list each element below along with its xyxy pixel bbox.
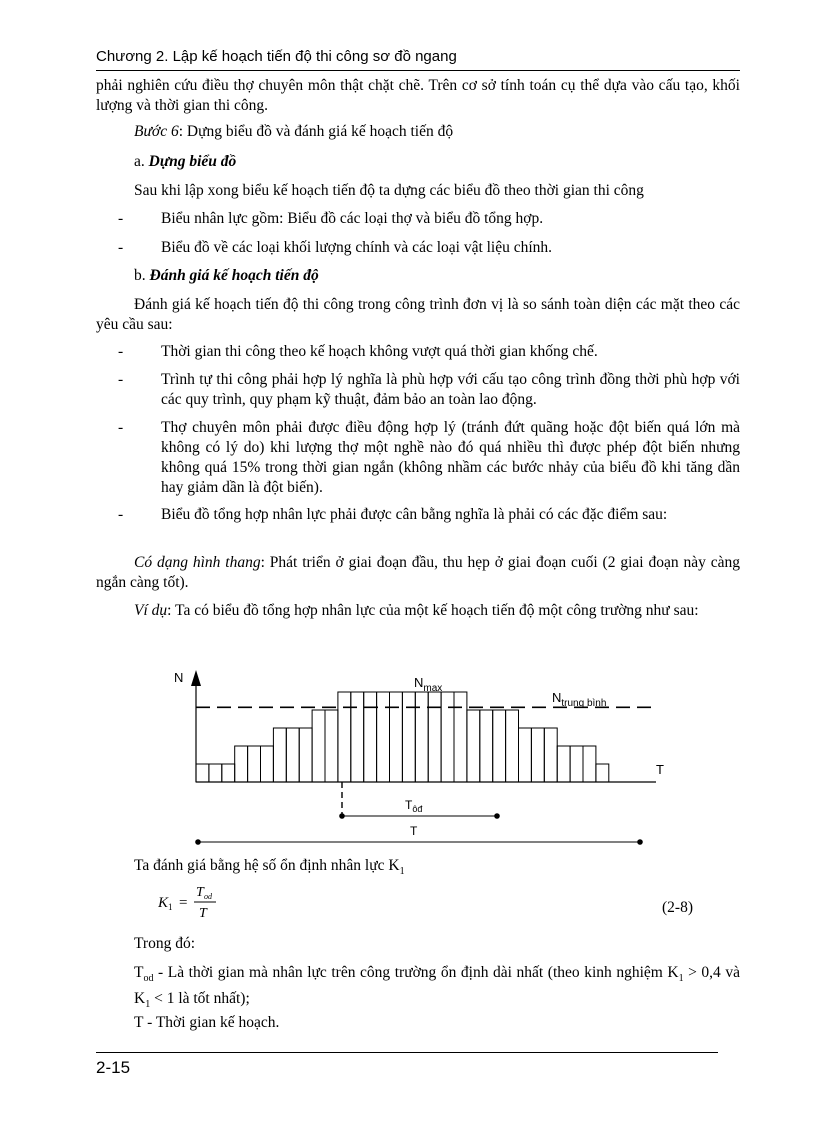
- histogram-bar: [325, 710, 338, 782]
- bullet-b1: [118, 342, 740, 362]
- formula-lhs-sub: 1: [168, 902, 173, 912]
- histogram-bar: [570, 746, 583, 782]
- histogram-bar: [377, 692, 390, 782]
- histogram-bar: [390, 692, 403, 782]
- histogram-bar: [415, 692, 428, 782]
- histogram-bar: [364, 692, 377, 782]
- histogram-bar: [273, 728, 286, 782]
- tod-start-dot-icon: [339, 813, 345, 819]
- navg-sub: trung bình: [561, 698, 607, 709]
- bullet-dash: -: [118, 419, 124, 436]
- tod-def-3: < 1 là tốt nhất);: [150, 990, 250, 1008]
- formula-lhs: K: [158, 895, 169, 911]
- histogram-bar: [544, 728, 557, 782]
- intro-paragraph: phải nghiên cứu điều thợ chuyên môn thật chặt chẽ. Trên cơ sở tính toán cụ thể dựa vào cấu tạo, khối lượng và thời gian thi công.: [96, 77, 740, 114]
- tod-def-2: > 0,4 và K: [134, 964, 740, 1008]
- trapezoid-text: : Phát triển ở giai đoạn đầu, thu hẹp ở giai đoạn cuối (2 giai đoạn này càng ngắn càng tốt).: [96, 554, 740, 591]
- page-number: 2-15: [96, 1058, 131, 1077]
- histogram-bar: [506, 710, 519, 782]
- t-definition: T - Thời gian kế hoạch.: [134, 1014, 280, 1031]
- nmax-main: N: [414, 675, 424, 690]
- nmax-label: [414, 675, 442, 694]
- section-a-title: Dựng biểu đồ: [148, 153, 237, 170]
- chapter-header: Chương 2. Lập kế hoạch tiến độ thi công sơ đồ ngang: [96, 48, 457, 65]
- histogram-bar: [235, 746, 248, 782]
- section-b-prefix: b.: [134, 267, 150, 284]
- example-paragraph: [96, 601, 740, 621]
- section-a-heading: [96, 152, 740, 172]
- tod-def-1: - Là thời gian mà nhân lực trên công trường ổn định dài nhất (theo kinh nghiệm K: [153, 964, 679, 981]
- section-b-title: Đánh giá kế hoạch tiến độ: [149, 267, 319, 284]
- eval-sub: 1: [399, 866, 405, 878]
- histogram-bar: [286, 728, 299, 782]
- bullet-dash: -: [118, 239, 124, 256]
- histogram-bar: [196, 764, 209, 782]
- eval-text: Ta đánh giá bằng hệ số ổn định nhân lực K: [134, 857, 400, 874]
- total-end-dot-icon: [637, 839, 643, 845]
- equation-number: (2-8): [662, 899, 693, 916]
- tod-def-sym: T: [134, 964, 144, 981]
- bullet-a2: [118, 238, 740, 258]
- histogram-bar: [519, 728, 532, 782]
- bullet-b4: [118, 505, 740, 525]
- bullet-b3: [118, 418, 740, 498]
- bullet-b3-text: Thợ chuyên môn phải được điều động hợp lý (tránh đứt quãng hoặc đột biến quá lớn mà không có lý do) khi lượng thợ một nghề nào đó quá nhiều thì được phép đột biến nhưng không quá 15% trong thời gian ngắn (không nhầm các bước nhảy của biểu đồ khi tăng dần hay giảm dần là đột biến).: [161, 419, 740, 496]
- total-start-dot-icon: [195, 839, 201, 845]
- histogram-bar: [209, 764, 222, 782]
- histogram-bar: [596, 764, 609, 782]
- section-b-paragraph: Đánh giá kế hoạch tiến độ thi công trong công trình đơn vị là so sánh toàn diện các mặt theo các yêu cầu sau:: [96, 296, 740, 333]
- bullet-dash: -: [118, 343, 124, 360]
- histogram-bar: [222, 764, 235, 782]
- histogram-bars: [196, 692, 609, 782]
- formula-eq: =: [179, 895, 188, 911]
- tod-sub: ôđ: [412, 804, 423, 814]
- k-sub-2: 1: [145, 999, 151, 1011]
- header-rule: [96, 70, 740, 71]
- bullet-dash: -: [118, 210, 124, 227]
- formula-num-sub: od: [204, 892, 212, 901]
- histogram-bar: [248, 746, 261, 782]
- bullet-dash: -: [118, 506, 124, 523]
- step6-heading: [96, 122, 740, 142]
- tod-end-dot-icon: [494, 813, 500, 819]
- n-axis-arrow-icon: [191, 670, 201, 686]
- bullet-dash: -: [118, 371, 124, 388]
- axis-t-label: T: [656, 762, 664, 777]
- histogram-bar: [402, 692, 415, 782]
- section-a-paragraph: Sau khi lập xong biểu kế hoạch tiến độ ta dựng các biểu đồ theo thời gian thi công: [134, 182, 644, 199]
- histogram-bar: [480, 710, 493, 782]
- section-a-prefix: a.: [134, 153, 149, 170]
- nmax-sub: max: [423, 683, 443, 694]
- labor-histogram-chart: [170, 660, 690, 856]
- step6-text: : Dựng biểu đồ và đánh giá kế hoạch tiến độ: [178, 123, 454, 140]
- histogram-bar: [557, 746, 570, 782]
- example-label: Ví dụ: [134, 602, 168, 619]
- tod-def-sub: od: [143, 973, 154, 985]
- histogram-bar: [312, 710, 325, 782]
- trapezoid-paragraph: [96, 553, 740, 593]
- bullet-b4-text: Biểu đồ tổng hợp nhân lực phải được cân bằng nghĩa là phải có các đặc điểm sau:: [161, 506, 668, 523]
- histogram-bar: [531, 728, 544, 782]
- formula-k1: [158, 882, 258, 922]
- bullet-a1: [118, 209, 740, 229]
- bullet-b2: [118, 370, 740, 410]
- navg-main: N: [552, 690, 562, 705]
- where-label: Trong đó:: [134, 935, 196, 952]
- histogram-bar: [261, 746, 274, 782]
- histogram-bar: [338, 692, 351, 782]
- formula-den: T: [199, 906, 207, 921]
- histogram-bar: [441, 692, 454, 782]
- axis-n-label: N: [174, 670, 184, 685]
- bullet-b1-text: Thời gian thi công theo kế hoạch không vượt quá thời gian khống chế.: [161, 343, 598, 360]
- step6-label: Bước 6: [134, 123, 179, 140]
- section-b-heading: [96, 266, 740, 286]
- histogram-bar: [454, 692, 467, 782]
- histogram-bar: [299, 728, 312, 782]
- example-text: : Ta có biểu đồ tổng hợp nhân lực của một kế hoạch tiến độ một công trường như sau:: [167, 602, 699, 619]
- k-sub-1: 1: [678, 973, 684, 985]
- eval-line: [96, 856, 740, 882]
- histogram-bar: [467, 710, 480, 782]
- formula-num: T: [196, 885, 204, 900]
- bullet-b2-text: Trình tự thi công phải hợp lý nghĩa là phù hợp với cấu tạo công trình đồng thời phù hợp với các quy trình, quy phạm kỹ thuật, đảm bảo an toàn lao động.: [161, 371, 740, 408]
- trapezoid-label: Có dạng hình thang: [134, 554, 261, 571]
- histogram-bar: [493, 710, 506, 782]
- histogram-bar: [583, 746, 596, 782]
- total-t-label: T: [410, 824, 418, 838]
- navg-label: [552, 690, 606, 709]
- histogram-bar: [351, 692, 364, 782]
- tod-main: T: [405, 798, 413, 812]
- histogram-bar: [428, 692, 441, 782]
- tod-label: [405, 798, 422, 814]
- tod-definition: [96, 963, 740, 1015]
- bullet-a2-text: Biểu đồ về các loại khối lượng chính và các loại vật liệu chính.: [161, 239, 553, 256]
- bullet-a1-text: Biểu nhân lực gồm: Biểu đồ các loại thợ và biểu đồ tổng hợp.: [161, 210, 544, 227]
- footer-rule: [96, 1052, 718, 1053]
